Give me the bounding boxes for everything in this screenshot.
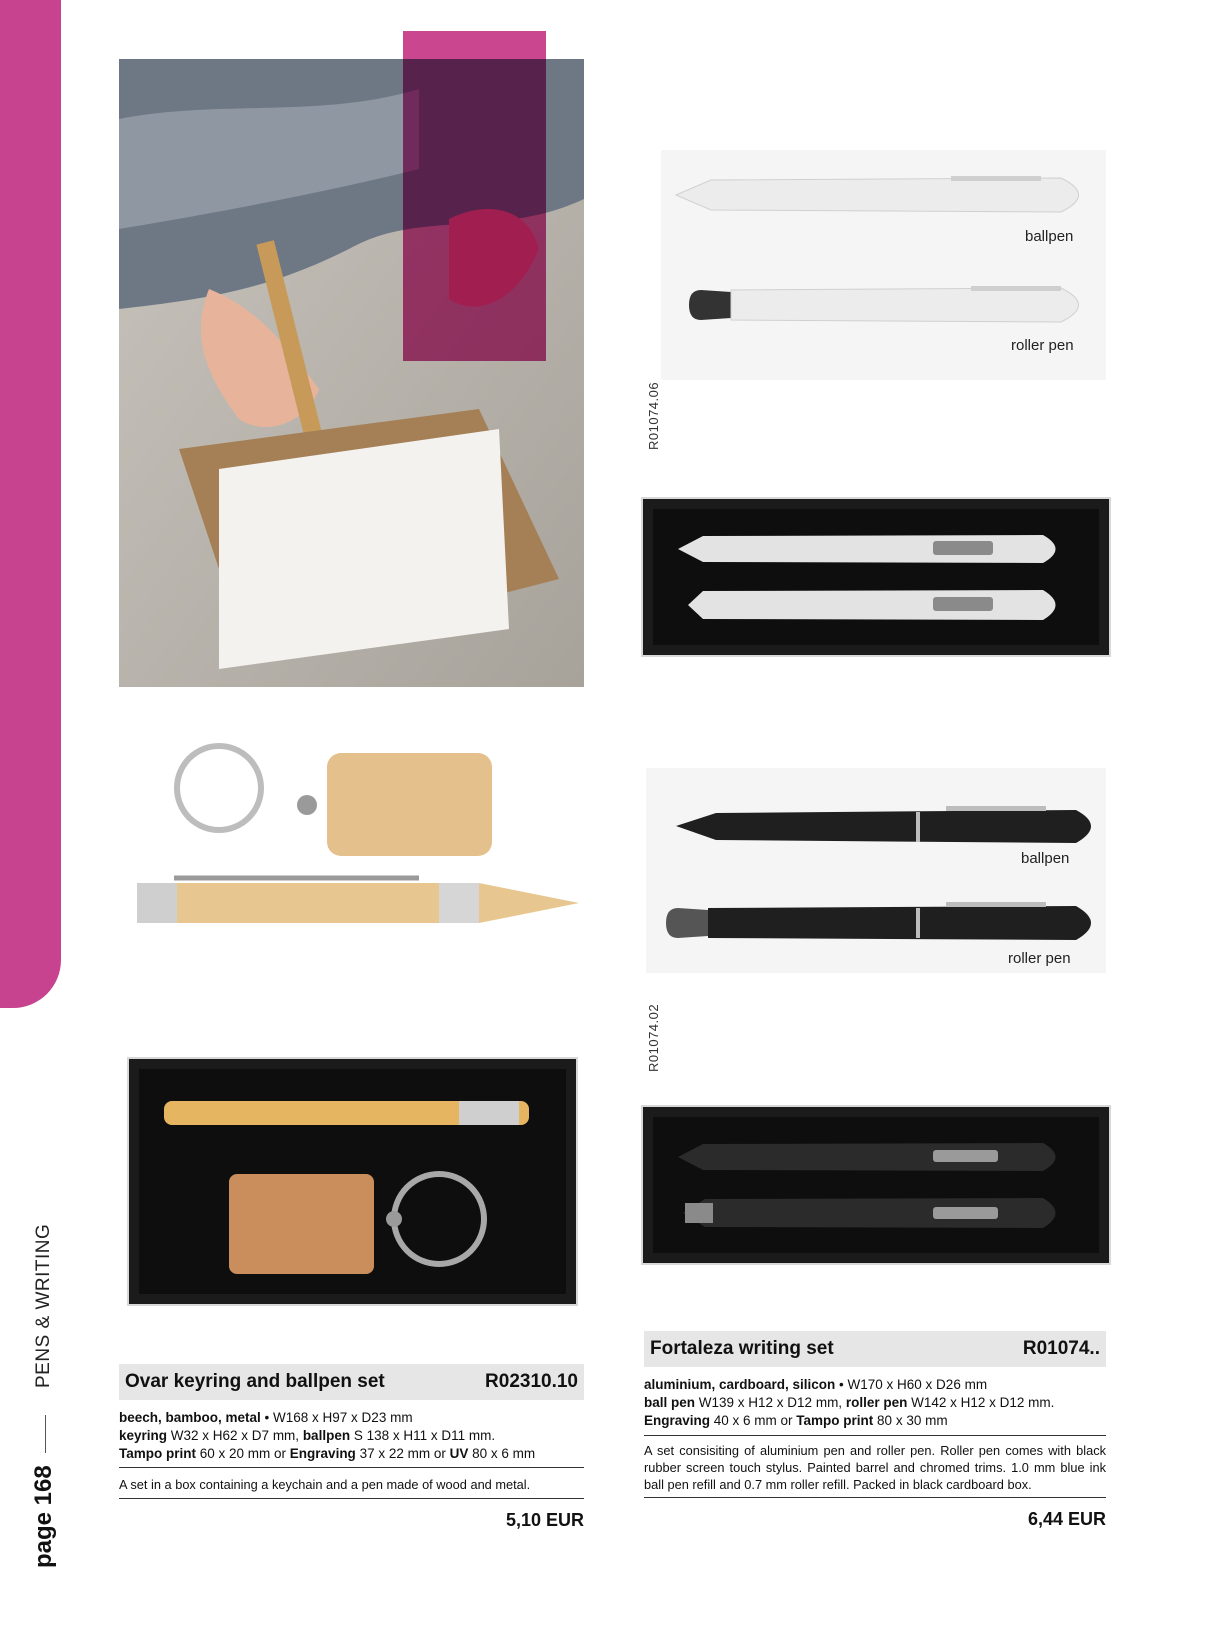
ovar-keyring-label: keyring — [119, 1428, 168, 1443]
fortaleza-engraving-label: Engraving — [644, 1413, 711, 1428]
fortaleza-rollerpen-size: W142 x H12 x D12 mm. — [907, 1395, 1055, 1410]
ovar-title-bar — [119, 1364, 584, 1400]
ovar-product-image — [119, 718, 584, 948]
fortaleza-rule-top — [644, 1435, 1106, 1436]
section-tab — [0, 0, 61, 1008]
ovar-rule-top — [119, 1467, 584, 1468]
ovar-price: 5,10 EUR — [505, 1510, 584, 1530]
white-variant-code: R01074.06 — [646, 381, 661, 450]
ovar-keyring-size: W32 x H62 x D7 mm, — [167, 1428, 303, 1443]
fortaleza-rule-bottom — [644, 1497, 1106, 1498]
fortaleza-ballpen-label: ball pen — [644, 1395, 696, 1410]
ovar-materials: beech, bamboo, metal — [119, 1410, 261, 1425]
ovar-engraving-size: 37 x 22 mm or — [355, 1446, 450, 1461]
black-pens-image — [646, 768, 1106, 973]
ovar-print-label: Tampo print — [119, 1446, 196, 1461]
white-box-image — [641, 497, 1111, 657]
white-rollerpen-label: roller pen — [1011, 337, 1074, 354]
fortaleza-rollerpen-label: roller pen — [845, 1395, 908, 1410]
fortaleza-product-code: R01074.. — [1022, 1338, 1100, 1359]
fortaleza-specs — [644, 1376, 1114, 1430]
black-rollerpen-label: roller pen — [1008, 950, 1071, 967]
fortaleza-ballpen-size: W139 x H12 x D12 mm, — [695, 1395, 846, 1410]
ovar-engraving-label: Engraving — [289, 1446, 356, 1461]
fortaleza-price: 6,44 EUR — [1027, 1509, 1106, 1529]
ovar-specs — [119, 1409, 589, 1463]
ovar-box-image — [127, 1057, 578, 1306]
ovar-dimensions: • W168 x H97 x D23 mm — [260, 1410, 413, 1425]
black-ballpen-label: ballpen — [1021, 850, 1070, 867]
section-label: PENS & WRITING — [33, 1223, 54, 1388]
ovar-ballpen-label: ballpen — [302, 1428, 351, 1443]
fortaleza-materials: aluminium, cardboard, silicon — [644, 1377, 836, 1392]
accent-bar — [403, 31, 546, 361]
page-number: page 168 — [30, 1465, 57, 1568]
black-variant-code: R01074.02 — [646, 1003, 661, 1072]
ovar-product-name: Ovar keyring and ballpen set — [125, 1371, 385, 1392]
ovar-uv-size: 80 x 6 mm — [468, 1446, 536, 1461]
ovar-rule-bottom — [119, 1498, 584, 1499]
ovar-product-code: R02310.10 — [485, 1371, 578, 1392]
ovar-description: A set in a box containing a keychain and a pen made of wood and metal. — [119, 1477, 531, 1492]
fortaleza-product-name: Fortaleza writing set — [650, 1338, 834, 1359]
fortaleza-description: A set consisiting of aluminium pen and roller pen. Roller pen comes with black rubber screen touch stylus. Painted barrel and chromed trims. 1.0 mm blue ink ball pen refill and 0.7 mm roller refill. Packed in black cardboard box. — [644, 1443, 1106, 1492]
fortaleza-dimensions: • W170 x H60 x D26 mm — [835, 1377, 988, 1392]
fortaleza-print-size: 80 x 30 mm — [873, 1413, 948, 1428]
ovar-print-size: 60 x 20 mm or — [196, 1446, 290, 1461]
black-box-image — [641, 1105, 1111, 1265]
fortaleza-print-label: Tampo print — [796, 1413, 874, 1428]
ovar-ballpen-size: S 138 x H11 x D11 mm. — [350, 1428, 496, 1443]
page-divider — [45, 1415, 46, 1453]
ovar-uv-label: UV — [449, 1446, 469, 1461]
white-ballpen-label: ballpen — [1025, 228, 1074, 245]
fortaleza-engraving-size: 40 x 6 mm or — [710, 1413, 797, 1428]
fortaleza-title-bar — [644, 1331, 1106, 1367]
